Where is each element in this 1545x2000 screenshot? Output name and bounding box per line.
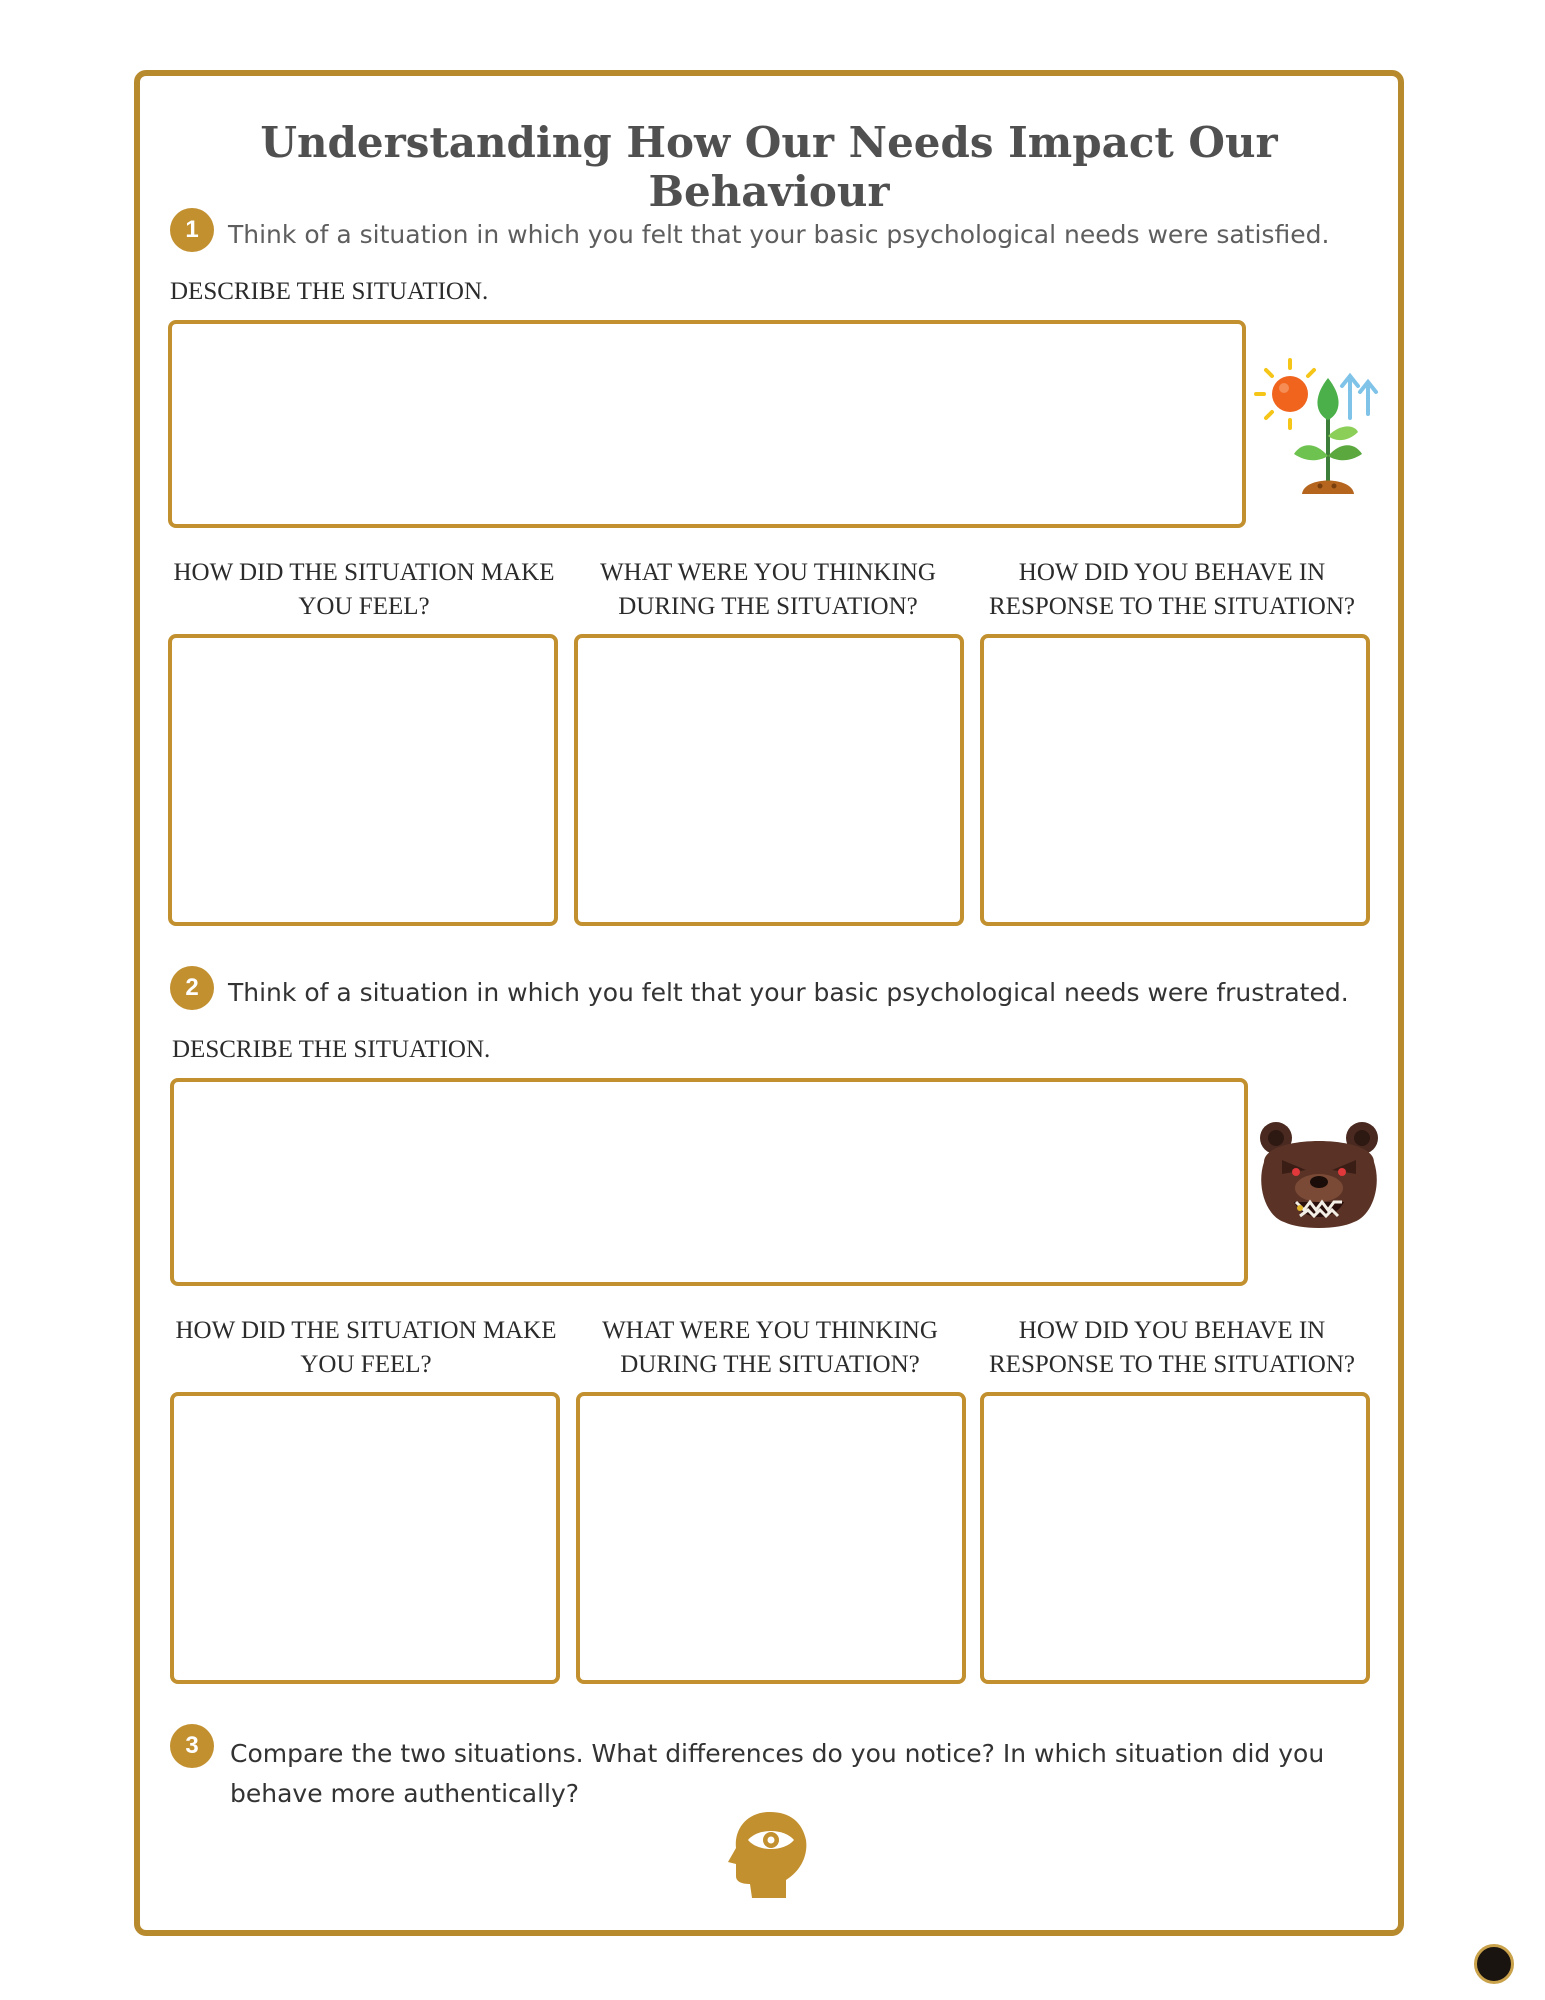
section-1-describe-label: DESCRIBE THE SITUATION. <box>170 278 489 305</box>
section-1-thinking-field[interactable] <box>574 634 964 926</box>
step-2-badge: 2 <box>170 966 214 1010</box>
section-2-feel-label: HOW DID THE SITUATION MAKE YOU FEEL? <box>175 1317 557 1378</box>
head-eye-icon <box>726 1808 812 1900</box>
section-2-behave-label: HOW DID YOU BEHAVE IN RESPONSE TO THE SITUATION? <box>989 1317 1355 1378</box>
section-1-behave-field[interactable] <box>980 634 1370 926</box>
section-3-prompt: Compare the two situations. What differences do you notice? In which situation did you behave more authentically? <box>230 1739 1325 1808</box>
section-2-prompt: Think of a situation in which you felt that your basic psychological needs were frustrated. <box>228 978 1349 1007</box>
section-1-behave-label: HOW DID YOU BEHAVE IN RESPONSE TO THE SITUATION? <box>989 559 1355 620</box>
brand-logo <box>1474 1944 1514 1984</box>
section-1-feel-label: HOW DID THE SITUATION MAKE YOU FEEL? <box>173 559 555 620</box>
step-1-badge: 1 <box>170 208 214 252</box>
section-1-prompt: Think of a situation in which you felt that your basic psychological needs were satisfied. <box>228 220 1330 249</box>
section-1-feel-field[interactable] <box>168 634 558 926</box>
section-2-describe-field[interactable] <box>170 1078 1248 1286</box>
section-2-thinking-field[interactable] <box>576 1392 966 1684</box>
section-2-describe-label: DESCRIBE THE SITUATION. <box>172 1036 491 1063</box>
angry-bear-icon <box>1254 1116 1384 1236</box>
page-title: Understanding How Our Needs Impact Our Behaviour <box>260 118 1278 216</box>
section-2-feel-field[interactable] <box>170 1392 560 1684</box>
section-1-thinking-label: WHAT WERE YOU THINKING DURING THE SITUATION? <box>600 559 936 620</box>
section-2-thinking-label: WHAT WERE YOU THINKING DURING THE SITUATION? <box>602 1317 938 1378</box>
step-3-badge: 3 <box>170 1724 214 1768</box>
growing-plant-icon <box>1254 358 1384 498</box>
section-1-describe-field[interactable] <box>168 320 1246 528</box>
section-2-behave-field[interactable] <box>980 1392 1370 1684</box>
